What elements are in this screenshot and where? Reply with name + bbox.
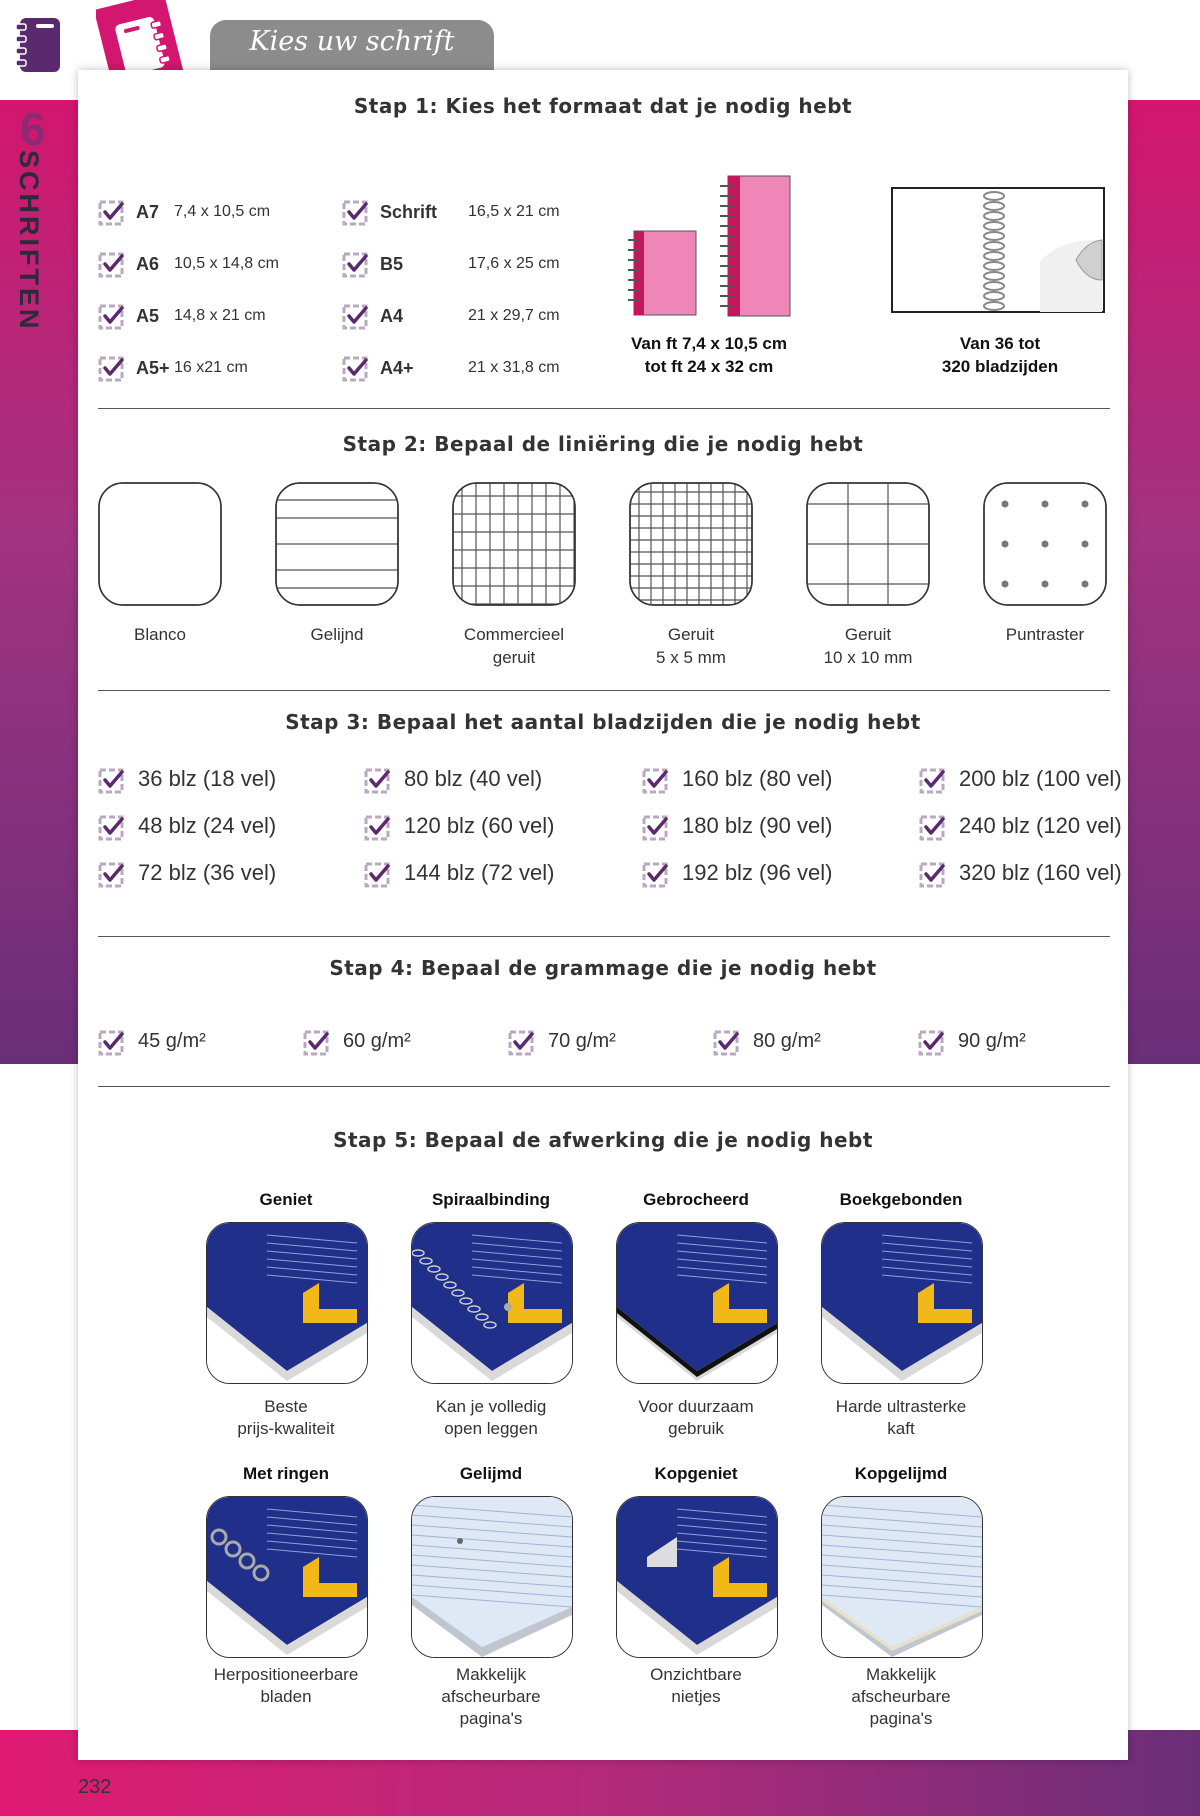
grid-10mm-icon [806,482,930,606]
pages-option-label: 200 blz (100 vel) [959,766,1122,791]
pages-option-label: 80 blz (40 vel) [404,766,543,791]
pages-checkbox-icon [98,860,126,888]
finish-name: Met ringen [243,1464,329,1483]
pages-option-label: 120 blz (60 vel) [404,813,555,838]
finish-description: kaft [887,1419,915,1438]
format-checkbox-icon [342,250,370,278]
finish-description: open leggen [444,1419,538,1438]
format-code: A6 [136,254,160,274]
pages-option-label: 72 blz (36 vel) [138,860,277,885]
format-checkbox-icon [98,250,126,278]
format-checkbox-icon [342,198,370,226]
ruling-sublabel: 10 x 10 mm [823,648,913,667]
size-caption-line2: tot ft 24 x 32 cm [644,357,774,376]
commercial-grid-icon [452,482,576,606]
finish-name: Gebrocheerd [643,1190,749,1209]
format-checkbox-icon [98,198,126,226]
divider [98,936,1110,937]
pages-checkbox-icon [919,766,947,794]
finish-description: Voor duurzaam [638,1397,754,1416]
ruling-label: Blanco [134,625,186,644]
sewn-notebook-icon [616,1222,778,1384]
finish-description: afscheurbare [851,1687,951,1706]
grammage-checkbox-icon [918,1028,946,1056]
stapled-notebook-icon [206,1222,368,1384]
pages-checkbox-icon [364,813,392,841]
finish-name: Gelijmd [459,1464,523,1483]
finish-description: Harde ultrasterke [835,1397,967,1416]
open-notebook-icon [890,186,1110,318]
finish-description: bladen [260,1687,312,1706]
pages-checkbox-icon [642,813,670,841]
pages-option-label: 36 blz (18 vel) [138,766,277,791]
spiral-notebook-icon [411,1222,573,1384]
grammage-option-label: 80 g/m² [753,1030,821,1052]
format-dimensions: 14,8 x 21 cm [174,307,266,324]
top-glued-pad-icon [821,1496,983,1658]
grid-5mm-icon [629,482,753,606]
finish-description: pagina's [459,1709,523,1728]
format-checkbox-icon [342,354,370,382]
glued-pad-icon [411,1496,573,1658]
finish-description: afscheurbare [441,1687,541,1706]
step3-title: Stap 3: Bepaal het aantal bladzijden die je nodig hebt [285,710,921,734]
pages-checkbox-icon [98,766,126,794]
grammage-checkbox-icon [303,1028,331,1056]
section-label: SCHRIFTEN [14,150,44,332]
grammage-option-label: 90 g/m² [958,1030,1026,1052]
pages-checkbox-icon [642,766,670,794]
blank-ruling-icon [98,482,222,606]
ruling-label: Gelijnd [310,625,364,644]
finish-name: Boekgebonden [839,1190,963,1209]
grammage-checkbox-icon [98,1028,126,1056]
grammage-checkbox-icon [508,1028,536,1056]
finish-description: Makkelijk [866,1665,936,1684]
divider [98,690,1110,691]
pages-option-label: 48 blz (24 vel) [138,813,277,838]
format-code: A4+ [380,358,414,378]
format-dimensions: 16,5 x 21 cm [468,203,560,220]
grammage-checkbox-icon [713,1028,741,1056]
content-card [78,70,1128,1760]
ruling-sublabel: geruit [492,648,536,667]
finish-name: Geniet [259,1190,313,1209]
finish-name: Kopgeniet [654,1464,738,1483]
dot-grid-icon [983,482,1107,606]
format-dimensions: 21 x 31,8 cm [468,359,560,376]
step1-title: Stap 1: Kies het formaat dat je nodig hebt [353,94,853,118]
divider [98,408,1110,409]
ruling-label: Puntraster [1005,625,1085,644]
notebook-sizes-illustration [624,166,794,326]
pages-option-label: 160 blz (80 vel) [682,766,833,791]
grammage-option-label: 70 g/m² [548,1030,616,1052]
finish-description: pagina's [869,1709,933,1728]
format-dimensions: 17,6 x 25 cm [468,255,560,272]
pages-checkbox-icon [364,860,392,888]
format-checkbox-icon [98,354,126,382]
section-number: 6 [20,103,46,155]
finish-description: prijs-kwaliteit [237,1419,335,1438]
pages-option-label: 320 blz (160 vel) [959,860,1122,885]
format-code: Schrift [380,202,438,222]
pages-caption-line1: Van 36 tot [959,334,1041,353]
pages-option-label: 144 blz (72 vel) [404,860,555,885]
finish-description: gebruik [668,1419,724,1438]
finish-name: Kopgelijmd [854,1464,948,1483]
format-dimensions: 21 x 29,7 cm [468,307,560,324]
header-tab-title: Kies uw schrift [249,26,455,57]
format-dimensions: 7,4 x 10,5 cm [174,203,271,220]
grammage-option-label: 45 g/m² [138,1030,206,1052]
ruling-label: Geruit [667,625,715,644]
format-code: A7 [136,202,160,222]
step5-title: Stap 5: Bepaal de afwerking die je nodig hebt [333,1128,873,1152]
finish-name: Spiraalbinding [431,1190,551,1209]
grammage-option-label: 60 g/m² [343,1030,411,1052]
pages-checkbox-icon [642,860,670,888]
finish-description: Herpositioneerbare [213,1665,359,1684]
pages-checkbox-icon [364,766,392,794]
lined-ruling-icon [275,482,399,606]
finish-description: Beste [264,1397,308,1416]
pages-checkbox-icon [98,813,126,841]
ruling-sublabel: 5 x 5 mm [656,648,726,667]
top-stapled-icon [616,1496,778,1658]
finish-description: nietjes [671,1687,721,1706]
page-number: 232 [78,1776,112,1798]
notebook-icon [16,14,66,76]
divider [98,1086,1110,1087]
pages-caption-line2: 320 bladzijden [941,357,1059,376]
step2-title: Stap 2: Bepaal de liniëring die je nodig hebt [342,432,864,456]
step4-title: Stap 4: Bepaal de grammage die je nodig hebt [329,956,877,980]
ruling-label: Geruit [844,625,892,644]
format-dimensions: 10,5 x 14,8 cm [174,255,279,272]
pages-option-label: 180 blz (90 vel) [682,813,833,838]
format-checkbox-icon [98,302,126,330]
size-caption-line1: Van ft 7,4 x 10,5 cm [631,334,787,353]
hardcover-notebook-icon [821,1222,983,1384]
ring-notebook-icon [206,1496,368,1658]
pages-option-label: 192 blz (96 vel) [682,860,833,885]
finish-description: Kan je volledig [435,1397,547,1416]
format-code: A4 [380,306,404,326]
format-code: A5+ [136,358,170,378]
pages-checkbox-icon [919,813,947,841]
pages-checkbox-icon [919,860,947,888]
ruling-label: Commercieel [463,625,565,644]
pages-option-label: 240 blz (120 vel) [959,813,1122,838]
format-code: B5 [380,254,404,274]
format-checkbox-icon [342,302,370,330]
finish-description: Makkelijk [456,1665,526,1684]
format-code: A5 [136,306,160,326]
format-dimensions: 16 x21 cm [174,359,248,376]
finish-description: Onzichtbare [650,1665,742,1684]
